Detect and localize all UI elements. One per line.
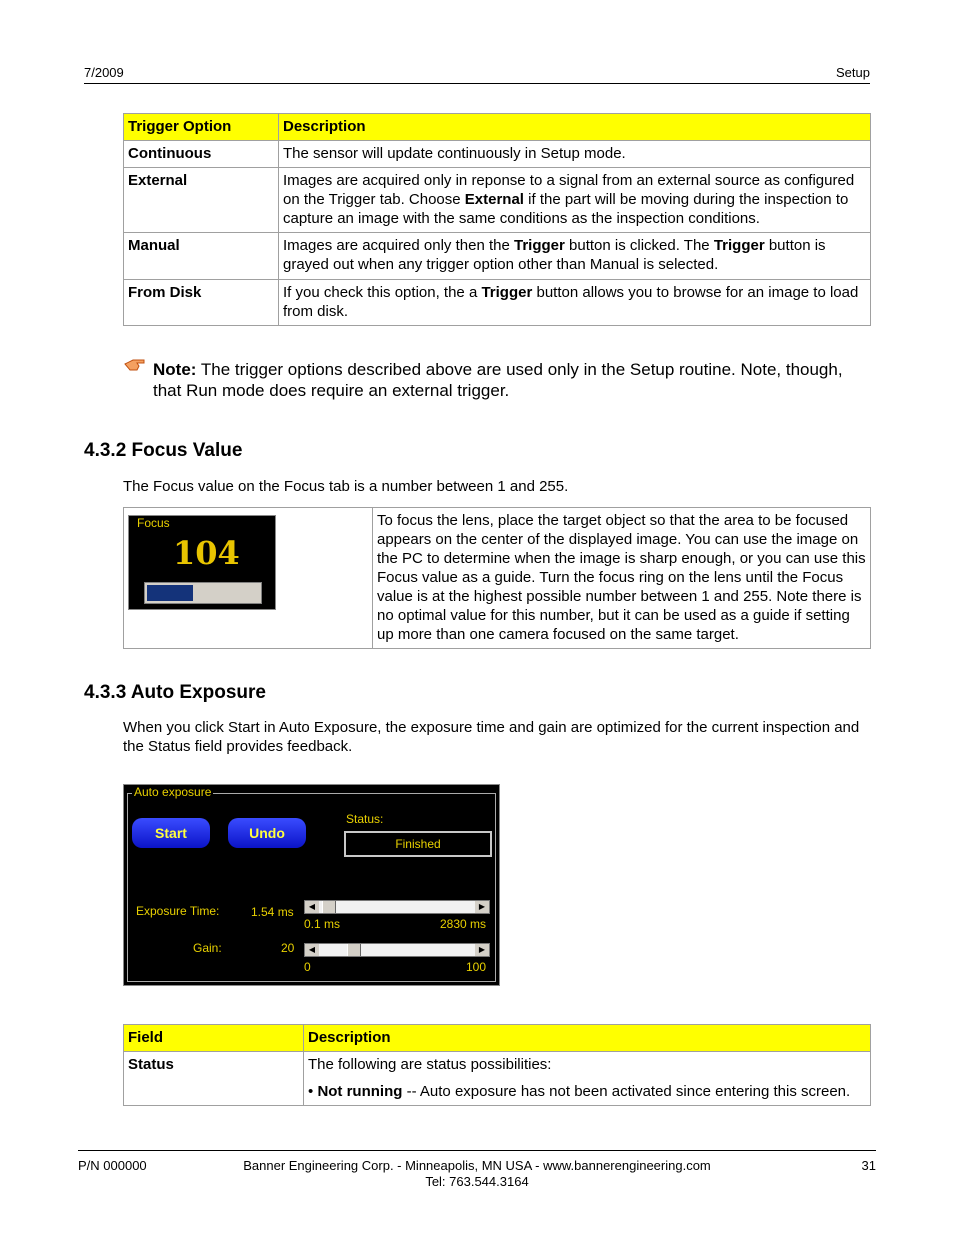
- footer-company-line: Banner Engineering Corp. - Minneapolis, MN USA - www.bannerengineering.com: [243, 1158, 711, 1173]
- desc-cell: [279, 280, 871, 326]
- auto-exposure-intro: When you click Start in Auto Exposure, the exposure time and gain are optimized for the current inspection and the Status field provides feedback.: [123, 719, 860, 755]
- gain-max-label: 100: [465, 960, 486, 974]
- text-run: Images are acquired only in reponse to a signal from an external source as configured on the Trigger tab. Choose: [283, 172, 855, 208]
- text-run: If you check this option, the a: [283, 284, 482, 301]
- focus-description: To focus the lens, place the target object so that the area to be focused appears on the center of the displayed image. You can use the image on the PC to determine when the image is sharp enough, or you can use this Focus value as a guide. Turn the focus ring on the lens until the Focus value is at the highest possible number between 1 and 255. Note there is no optimal value for this number, but it can be used as a guide if setting up more than one camera focused on the same target.: [373, 508, 871, 649]
- header-section: Setup: [836, 65, 870, 80]
- text-run: The sensor will update continuously in Setup mode.: [283, 145, 626, 162]
- desc-cell: [279, 168, 871, 233]
- pointing-hand-icon: [124, 357, 146, 373]
- bullet-term: Not running: [317, 1083, 403, 1100]
- auto-exposure-heading: 4.3.3 Auto Exposure: [84, 682, 266, 703]
- bold-term: Trigger: [513, 237, 565, 254]
- gain-slider-thumb[interactable]: [347, 944, 361, 956]
- slider-left-arrow-icon[interactable]: ◀: [305, 944, 319, 956]
- status-label: Status:: [346, 812, 384, 826]
- gain-min-label: 0: [304, 960, 311, 974]
- table-row: [124, 168, 871, 233]
- table-row: [124, 280, 871, 326]
- table-row: [124, 141, 871, 168]
- text-run: button is clicked. The: [564, 237, 714, 254]
- focus-heading: 4.3.2 Focus Value: [84, 440, 243, 461]
- start-button[interactable]: Start: [132, 818, 210, 848]
- focus-level-bar: [144, 582, 262, 604]
- text-run: button allows you to browse for an image to load from disk.: [283, 284, 859, 320]
- gain-slider[interactable]: [304, 943, 490, 957]
- exposure-min-label: 0.1 ms: [304, 917, 341, 931]
- focus-legend: Focus: [137, 516, 170, 530]
- bullet-text: -- Auto exposure has not been activated since entering this screen.: [402, 1083, 851, 1100]
- header-cell: Field: [124, 1025, 304, 1052]
- option-cell: External: [124, 168, 279, 233]
- table-header-row: [124, 114, 871, 141]
- option-cell: From Disk: [124, 280, 279, 326]
- footer-rule: [78, 1150, 876, 1151]
- header-rule: [84, 83, 870, 84]
- header-date: 7/2009: [84, 65, 124, 80]
- field-cell: Status: [124, 1052, 304, 1106]
- footer-part-number: P/N 000000: [78, 1158, 147, 1173]
- table-header-row: [124, 1025, 871, 1052]
- auto-exposure-widget: [123, 784, 500, 986]
- status-intro-line: The following are status possibilities:: [308, 1056, 552, 1073]
- table-row: [124, 233, 871, 280]
- focus-level-fill: [147, 585, 193, 601]
- gain-label: Gain:: [193, 941, 222, 955]
- gain-value: 20: [281, 941, 295, 955]
- table-row: [124, 1052, 871, 1106]
- desc-cell: [279, 233, 871, 280]
- exposure-time-value: 1.54 ms: [251, 905, 294, 919]
- note-text: The trigger options described above are used only in the Setup routine. Note, though, that Run mode does require an external trigger.: [153, 360, 843, 400]
- footer-page-number: 31: [861, 1158, 876, 1173]
- text-run: Images are acquired only then the: [283, 237, 514, 254]
- note-block: [153, 359, 868, 401]
- option-cell: Continuous: [124, 141, 279, 168]
- undo-button[interactable]: Undo: [228, 818, 306, 848]
- focus-value-display: 104: [173, 534, 240, 572]
- exposure-time-slider[interactable]: [304, 900, 490, 914]
- status-field: Finished: [344, 831, 492, 857]
- status-table: [123, 1024, 871, 1106]
- status-bullet-item: [308, 1082, 866, 1101]
- slider-right-arrow-icon[interactable]: ▶: [475, 901, 489, 913]
- focus-widget: [128, 515, 276, 610]
- header-cell: Trigger Option: [124, 114, 279, 141]
- option-cell: Manual: [124, 233, 279, 280]
- header-cell: Description: [304, 1025, 871, 1052]
- bullet: •: [308, 1083, 314, 1100]
- slider-right-arrow-icon[interactable]: ▶: [475, 944, 489, 956]
- exposure-max-label: 2830 ms: [439, 917, 486, 931]
- exposure-slider-thumb[interactable]: [322, 901, 336, 913]
- footer-company: [0, 1158, 954, 1190]
- footer-tel: Tel: 763.544.3164: [425, 1174, 529, 1189]
- exposure-time-label: Exposure Time:: [136, 904, 220, 918]
- text-run: if the part will be moving during the inspection to capture an image with the same conditions as the inspection conditions.: [283, 191, 849, 227]
- desc-cell: [304, 1052, 871, 1106]
- auto-exposure-legend: Auto exposure: [134, 785, 212, 799]
- desc-cell: [279, 141, 871, 168]
- bold-term: Trigger: [481, 284, 533, 301]
- focus-intro: The Focus value on the Focus tab is a number between 1 and 255.: [123, 478, 569, 495]
- slider-left-arrow-icon[interactable]: ◀: [305, 901, 319, 913]
- header-cell: Description: [279, 114, 871, 141]
- note-label: Note:: [153, 360, 197, 379]
- text-run: button is grayed out when any trigger option other than Manual is selected.: [283, 237, 826, 273]
- bold-term: External: [464, 191, 524, 208]
- trigger-options-table: [123, 113, 871, 326]
- bold-term: Trigger: [713, 237, 765, 254]
